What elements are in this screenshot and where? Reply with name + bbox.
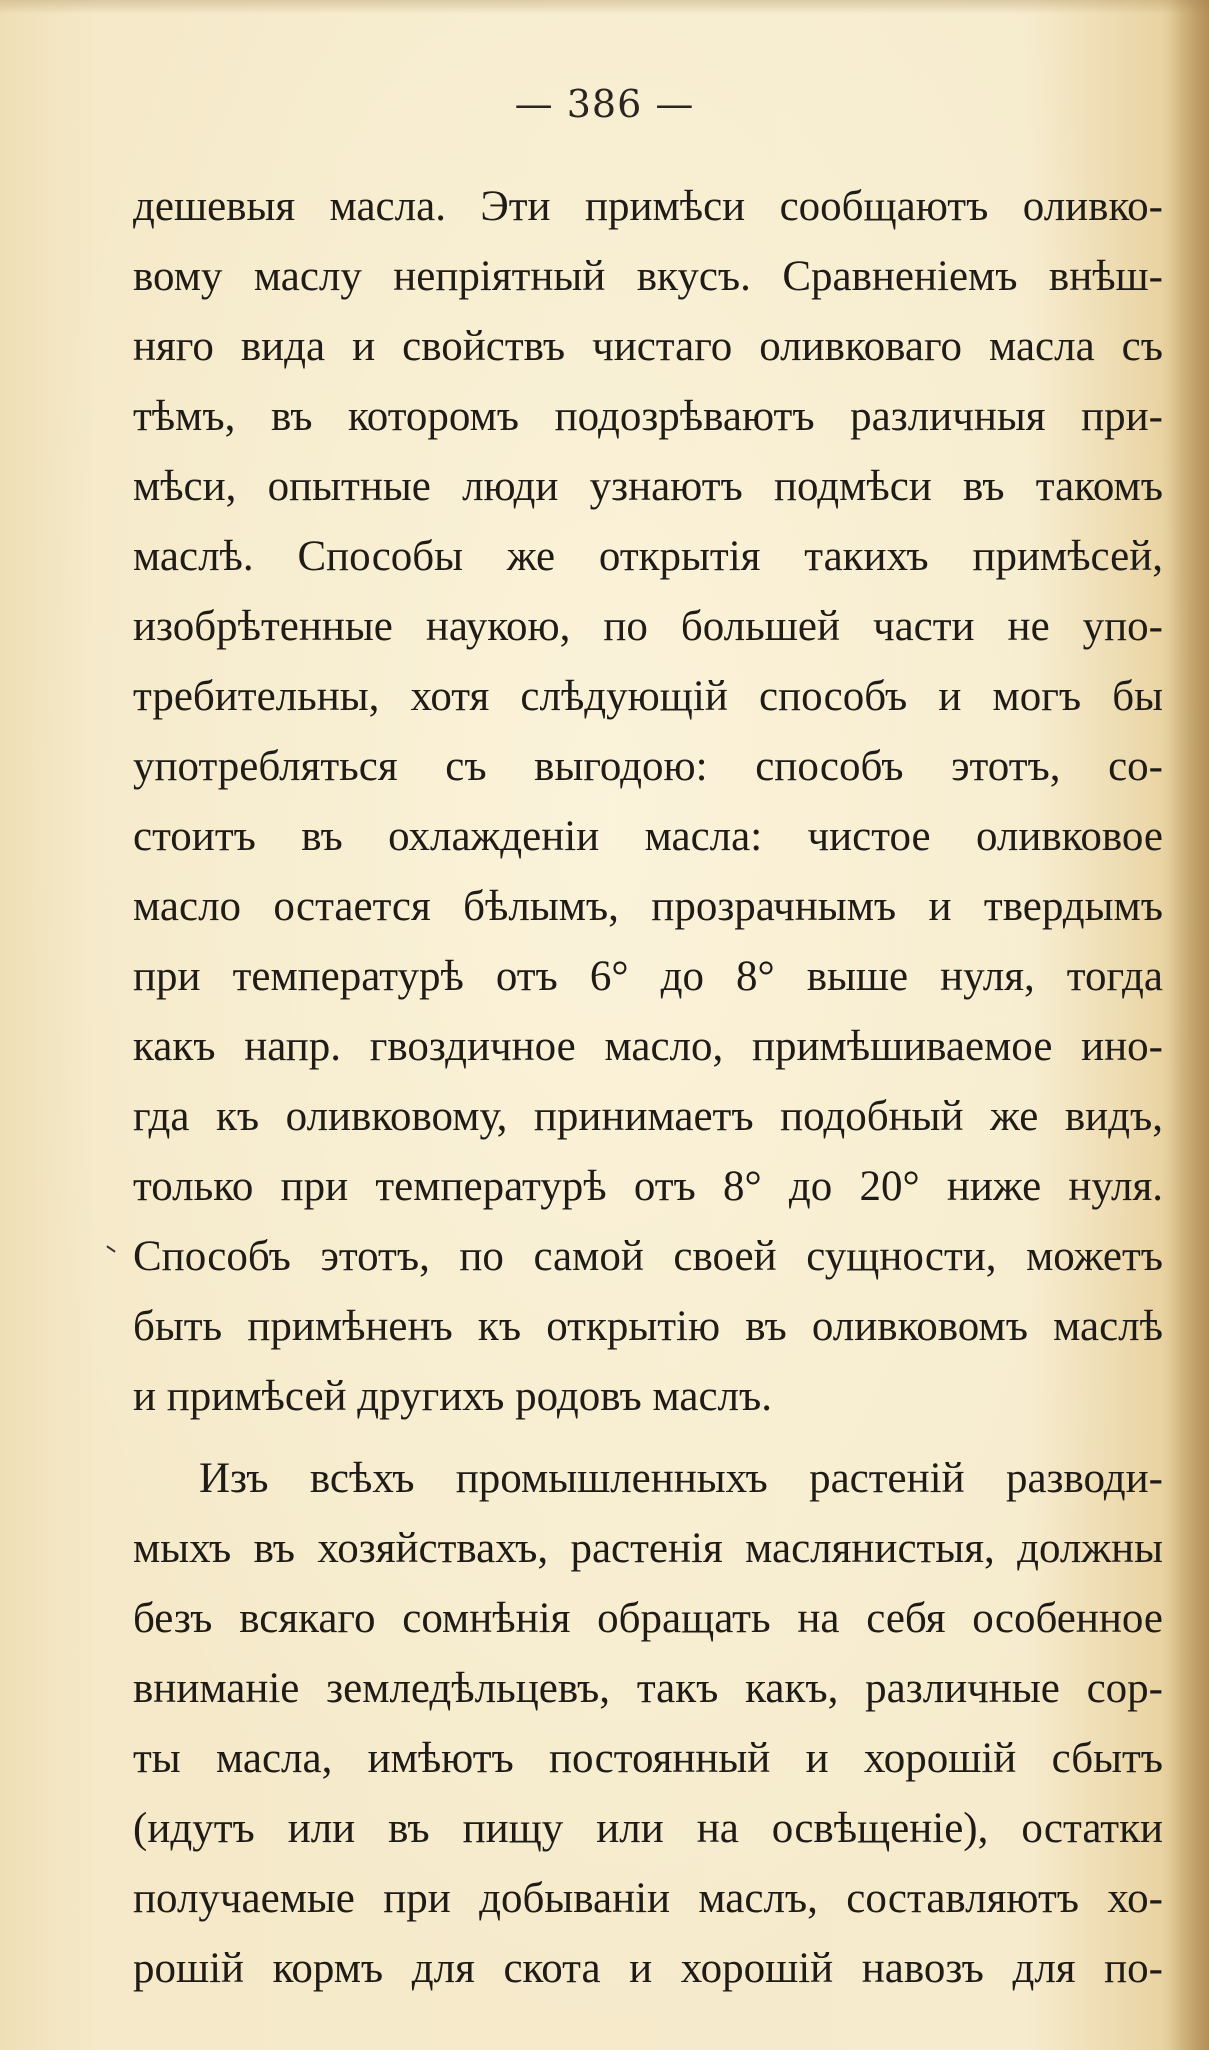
page-number: — 386 — xyxy=(514,82,695,126)
text-line: получаемые при добываніи маслъ, составляютъ хо- xyxy=(133,1875,1163,1922)
text-line: дешевыя масла. Эти примѣси сообщаютъ оливко- xyxy=(133,183,1163,230)
text-line: безъ всякаго сомнѣнія обращать на себя особенное xyxy=(133,1595,1163,1642)
text-line: ты масла, имѣютъ постоянный и хорошій сбытъ xyxy=(133,1735,1163,1782)
text-line: Способъ этотъ, по самой своей сущности, можетъ xyxy=(133,1233,1163,1280)
paragraph-1 xyxy=(133,172,1163,1432)
text-line: гда къ оливковому, принимаетъ подобный же видъ, xyxy=(133,1093,1163,1140)
text-line: стоитъ въ охлажденіи масла: чистое оливковое xyxy=(133,813,1163,860)
text-line: и примѣсей другихъ родовъ маслъ. xyxy=(133,1373,772,1420)
text-line: при температурѣ отъ 6° до 8° выше нуля, тогда xyxy=(133,953,1163,1000)
text-line: (идутъ или въ пищу или на освѣщеніе), остатки xyxy=(133,1805,1163,1852)
text-line: мѣси, опытные люди узнаютъ подмѣси въ такомъ xyxy=(133,463,1163,510)
text-line: рошій кормъ для скота и хорошій навозъ для по- xyxy=(133,1945,1163,1992)
text-line: мыхъ въ хозяйствахъ, растенія маслянистыя, должны xyxy=(133,1525,1163,1572)
page-gutter-shadow xyxy=(1169,0,1209,2050)
text-line: няго вида и свойствъ чистаго оливковаго масла съ xyxy=(133,323,1163,370)
text-line: изобрѣтенные наукою, по большей части не упо- xyxy=(133,603,1163,650)
text-line: вниманіе земледѣльцевъ, такъ какъ, различные сор- xyxy=(133,1665,1163,1712)
text-line: маслѣ. Способы же открытія такихъ примѣсей, xyxy=(133,533,1163,580)
text-line: тѣмъ, въ которомъ подозрѣваютъ различныя при- xyxy=(133,393,1163,440)
paragraph-2 xyxy=(133,1444,1163,2004)
text-line: употребляться съ выгодою: способъ этотъ, со- xyxy=(133,743,1163,790)
page-top-edge xyxy=(0,0,1209,14)
text-line: только при температурѣ отъ 8° до 20° ниже нуля. xyxy=(133,1163,1163,1210)
text-line: требительны, хотя слѣдующій способъ и могъ бы xyxy=(133,673,1163,720)
text-line: быть примѣненъ къ открытію въ оливковомъ маслѣ xyxy=(133,1303,1163,1350)
text-line: какъ напр. гвоздичное масло, примѣшиваемое ино- xyxy=(133,1023,1163,1070)
text-line: Изъ всѣхъ промышленныхъ растеній разводи- xyxy=(199,1455,1163,1502)
paragraph-gap xyxy=(133,1432,1163,1444)
text-line: масло остается бѣлымъ, прозрачнымъ и твердымъ xyxy=(133,883,1163,930)
margin-mark xyxy=(106,1245,115,1252)
body-text xyxy=(133,172,1163,2004)
text-line: вому маслу непріятный вкусъ. Сравненіемъ внѣш- xyxy=(133,253,1163,300)
